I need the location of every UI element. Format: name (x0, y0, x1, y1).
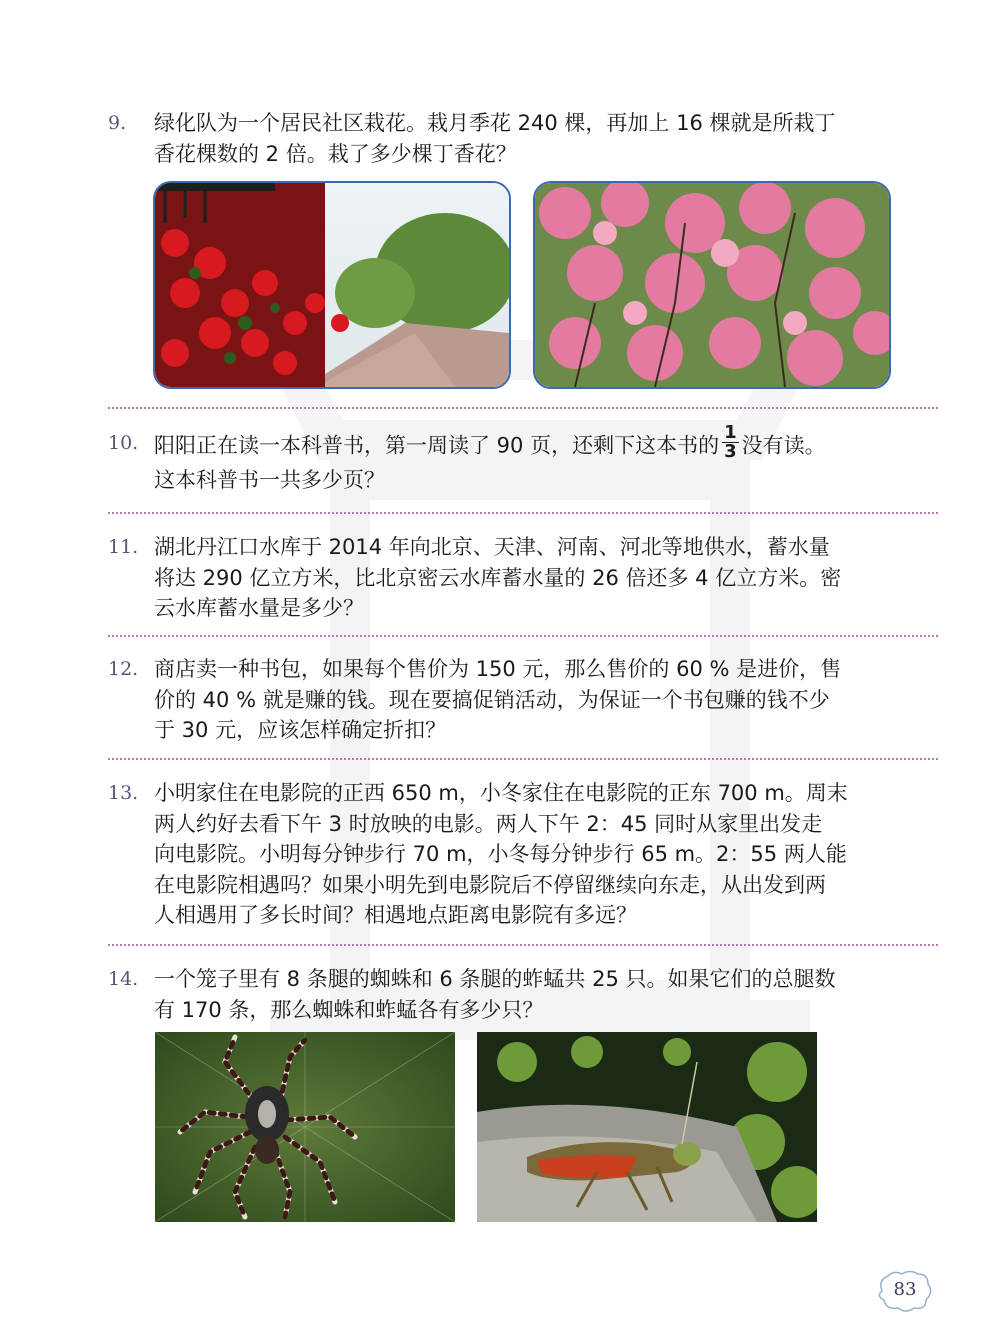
problem-text-line: 这本科普书一共多少页？ (154, 468, 385, 492)
problem-text-line (154, 422, 938, 465)
problem-text-line: 云水库蓄水量是多少？ (154, 596, 364, 620)
problem-text-line: 小明家住在电影院的正西 650 m，小冬家住在电影院的正东 700 m。周末 (154, 781, 848, 805)
problem-text: 阳阳正在读一本科普书，第一周读了 90 页，还剩下这本书的 (154, 433, 720, 458)
problem-text-line: 将达 290 亿立方米，比北京密云水库蓄水量的 26 倍还多 4 亿立方米。密 (154, 565, 842, 590)
problem-text-line: 商店卖一种书包，如果每个售价为 150 元，那么售价的 60 % 是进价，售 (154, 657, 842, 681)
grasshopper-photo (477, 1032, 817, 1222)
page-number: 83 (893, 1279, 917, 1300)
problem-number: 11. (108, 536, 139, 558)
fraction (722, 424, 739, 461)
problem-text-line: 香花棵数的 2 倍。栽了多少棵丁香花？ (154, 141, 517, 166)
problem-text-line: 人相遇用了多长时间？相遇地点距离电影院有多远？ (154, 903, 637, 927)
problem-13 (108, 778, 938, 931)
problem-number: 14. (108, 968, 139, 990)
fraction-denominator: 3 (724, 441, 737, 462)
problem-text-line: 于 30 元，应该怎样确定折扣？ (154, 718, 447, 742)
problem-number: 10. (108, 432, 139, 454)
page-number-badge (876, 1268, 934, 1314)
lilac-blossom-photo (533, 181, 891, 389)
section-divider (108, 407, 938, 409)
problem-9 (108, 108, 938, 169)
problem-12 (108, 654, 938, 746)
problem-text-line: 价的 40 % 就是赚的钱。现在要搞促销活动，为保证一个书包赚的钱不少 (154, 687, 830, 712)
problem-number: 13. (108, 782, 139, 804)
problem-text-line: 一个笼子里有 8 条腿的蜘蛛和 6 条腿的蚱蜢共 25 只。如果它们的总腿数 (154, 967, 836, 991)
rose-fence-photo (153, 181, 511, 389)
problem-number: 9. (108, 112, 127, 134)
section-divider (108, 635, 938, 637)
fraction-numerator: 1 (724, 422, 737, 443)
problem-text-line: 向电影院。小明每分钟步行 70 m，小冬每分钟步行 65 m。2：55 两人能 (154, 842, 847, 866)
problem-text-line: 在电影院相遇吗？如果小明先到电影院后不停留继续向东走，从出发到两 (154, 872, 826, 897)
section-divider (108, 944, 938, 946)
section-divider (108, 758, 938, 760)
problem-text-line: 绿化队为一个居民社区栽花。栽月季花 240 棵，再加上 16 棵就是所栽丁 (154, 111, 836, 135)
problem-11 (108, 532, 938, 624)
spider-photo (155, 1032, 455, 1222)
problem-text-line: 湖北丹江口水库于 2014 年向北京、天津、河南、河北等地供水，蓄水量 (154, 535, 830, 559)
problem-10 (108, 422, 938, 496)
problem-text-line: 两人约好去看下午 3 时放映的电影。两人下午 2：45 同时从家里出发走 (154, 811, 823, 836)
problem-text: 没有读。 (741, 433, 826, 458)
problem-14 (108, 964, 938, 1025)
problem-text-line: 有 170 条，那么蜘蛛和蚱蜢各有多少只？ (154, 997, 544, 1022)
section-divider (108, 512, 938, 514)
problem-number: 12. (108, 658, 139, 680)
